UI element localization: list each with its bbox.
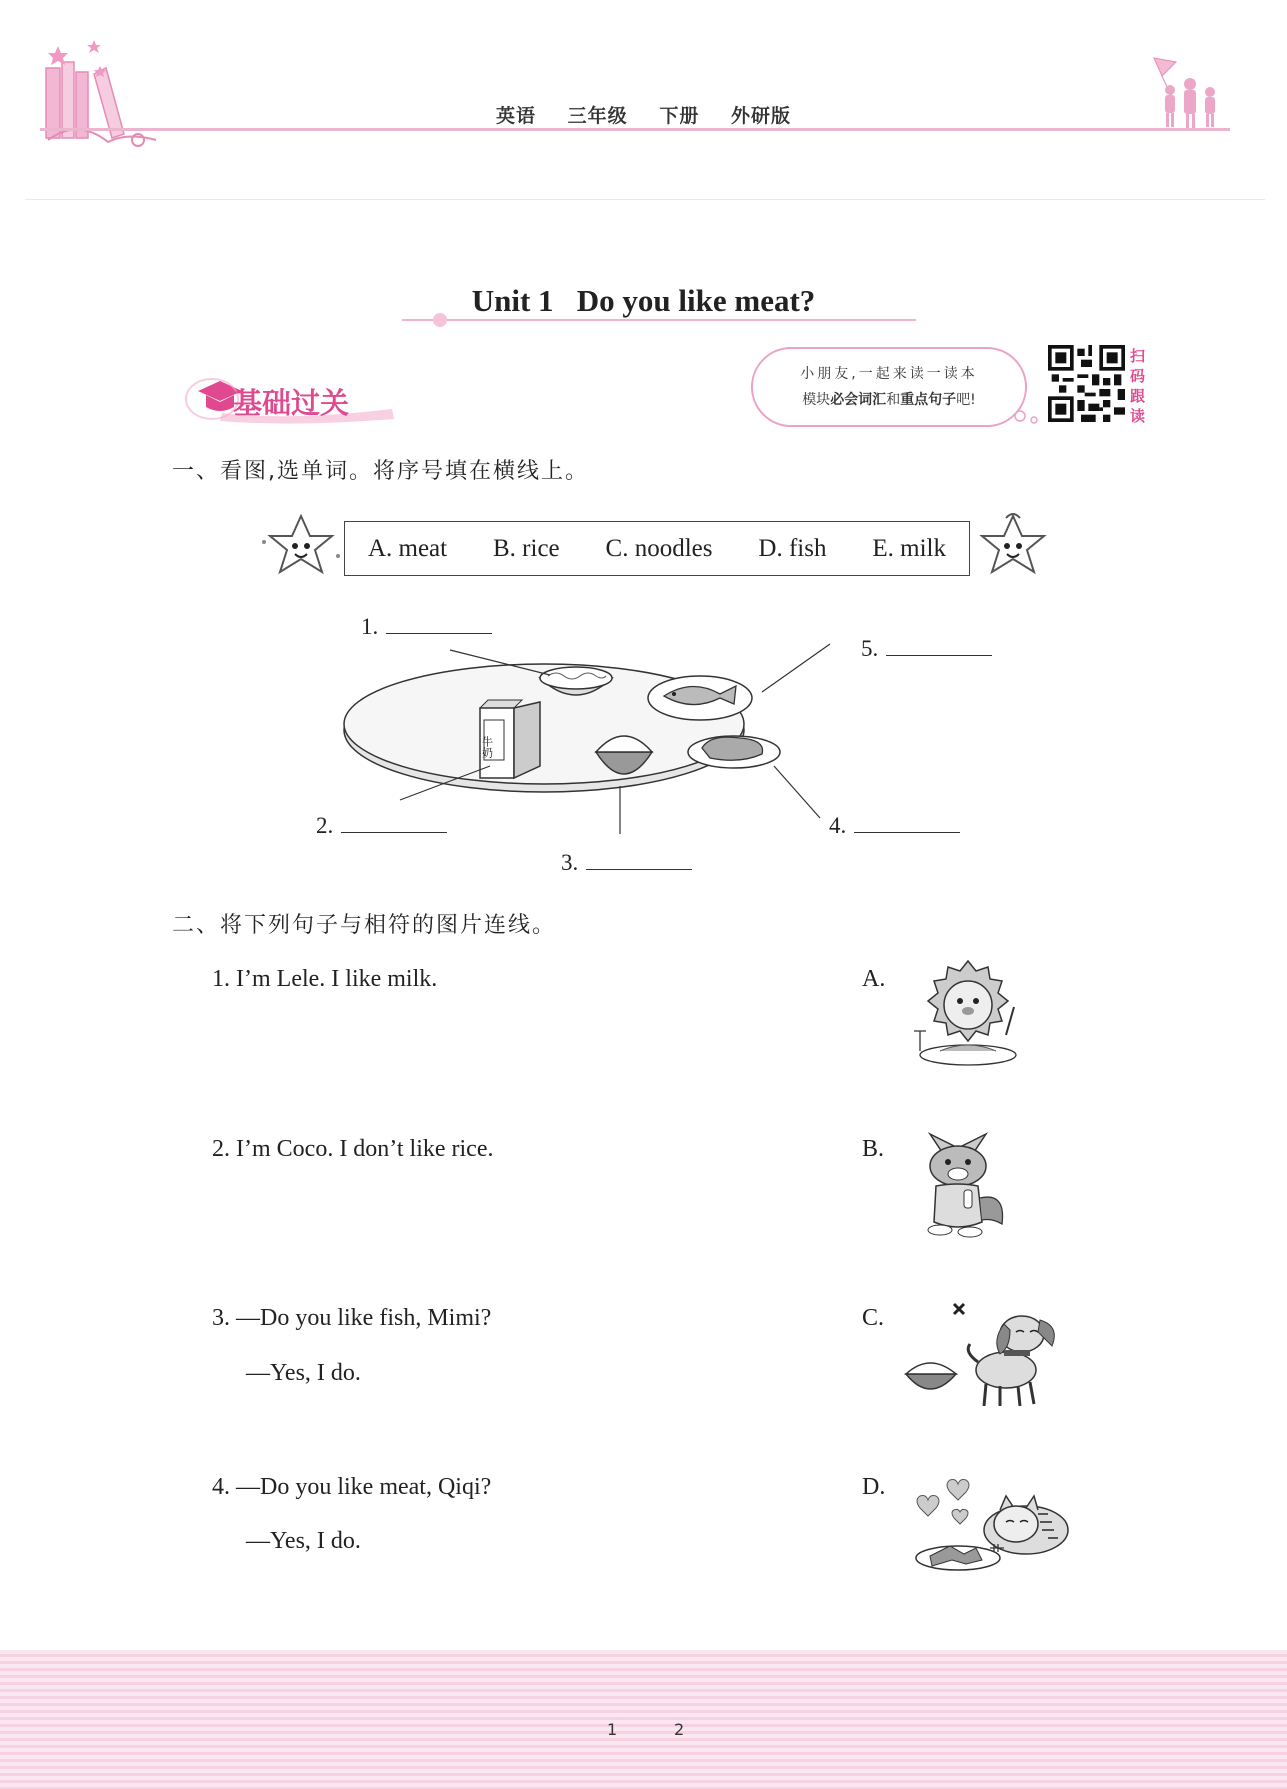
kids-kite-icon: [1148, 54, 1228, 130]
picture-label-b: B.: [862, 1136, 885, 1162]
sentence-2[interactable]: 2. I’m Coco. I don’t like rice.: [212, 1136, 494, 1162]
answer-blank-3[interactable]: [561, 850, 692, 876]
bubble-text: 吧!: [956, 392, 976, 408]
header-decoration: [38, 38, 163, 153]
blank-number: 3.: [561, 850, 579, 875]
picture-label-d: D.: [862, 1474, 886, 1500]
blank-number: 4.: [829, 813, 847, 838]
bubble-bold-sentences: 重点句子: [900, 392, 957, 408]
edition: 外研版: [730, 105, 791, 127]
header-separator: [25, 199, 1265, 200]
fish-plate-icon: [648, 676, 752, 720]
bubble-tail: [1006, 408, 1046, 428]
answer-blank-1[interactable]: [361, 614, 492, 640]
blank-number: 5.: [861, 636, 879, 661]
question-1-heading: 一、看图,选单词。将序号填在横线上。: [172, 459, 589, 484]
star-mascot-left-icon: [258, 512, 344, 584]
sentence-3-line-1[interactable]: 3. —Do you like fish, Mimi?: [212, 1305, 492, 1331]
dog-refusing-rice-icon[interactable]: [900, 1300, 1065, 1410]
answer-blank-2[interactable]: [316, 813, 447, 839]
scan-to-read-label: 扫码跟读: [1130, 347, 1146, 425]
bubble-bold-vocab: 必会词汇: [830, 392, 887, 408]
blank-number: 2.: [316, 813, 334, 838]
book-info: [0, 101, 1287, 128]
section-banner-title: 基础过关: [233, 386, 350, 420]
option-fish: D. fish: [758, 534, 827, 562]
footer-band: [0, 1650, 1287, 1789]
fox-with-milk-icon[interactable]: [912, 1128, 1012, 1243]
unit-title: Unit 1 Do you like meat?: [471, 283, 816, 318]
subject: 英语: [496, 105, 537, 127]
sentence-3-line-2: —Yes, I do.: [246, 1360, 361, 1386]
question-2-heading: 二、将下列句子与相符的图片连线。: [172, 913, 557, 938]
cat-loving-fish-icon[interactable]: [908, 1478, 1086, 1578]
volume: 下册: [659, 105, 700, 127]
bubble-line-1: 小朋友,一起来读一读本: [800, 366, 978, 382]
option-rice: B. rice: [493, 534, 560, 562]
picture-label-a: A.: [862, 966, 886, 992]
option-milk: E. milk: [872, 534, 946, 562]
leader-line-5: [762, 644, 830, 692]
grade: 三年级: [567, 105, 628, 127]
page-number-left: 1: [607, 1720, 618, 1739]
sentence-1[interactable]: 1. I’m Lele. I like milk.: [212, 966, 438, 992]
bubble-text: 模块: [802, 392, 831, 408]
lion-eating-fish-icon[interactable]: [910, 955, 1028, 1070]
milk-carton-label: 牛奶: [480, 736, 494, 758]
word-options-box: [344, 521, 970, 576]
picture-label-c: C.: [862, 1305, 885, 1331]
unit-title-underline: [402, 319, 916, 321]
leader-line-4: [774, 766, 820, 818]
option-noodles: C. noodles: [605, 534, 713, 562]
header-rule: [40, 128, 1230, 131]
option-meat: A. meat: [367, 534, 448, 562]
answer-blank-4[interactable]: [829, 813, 960, 839]
sentence-4-line-2: —Yes, I do.: [246, 1528, 361, 1554]
unit-title-dot: [433, 313, 447, 327]
meat-plate-icon: [688, 736, 780, 768]
speech-bubble: [751, 347, 1027, 427]
page-number-right: 2: [674, 1720, 685, 1739]
qr-code-icon[interactable]: [1048, 345, 1125, 422]
bubble-text: 和: [886, 392, 901, 408]
answer-blank-5[interactable]: [861, 636, 992, 662]
bubble-line-2: [753, 389, 1025, 409]
blank-number: 1.: [361, 614, 379, 639]
star-mascot-right-icon: [970, 512, 1056, 584]
sentence-4-line-1[interactable]: 4. —Do you like meat, Qiqi?: [212, 1474, 492, 1500]
